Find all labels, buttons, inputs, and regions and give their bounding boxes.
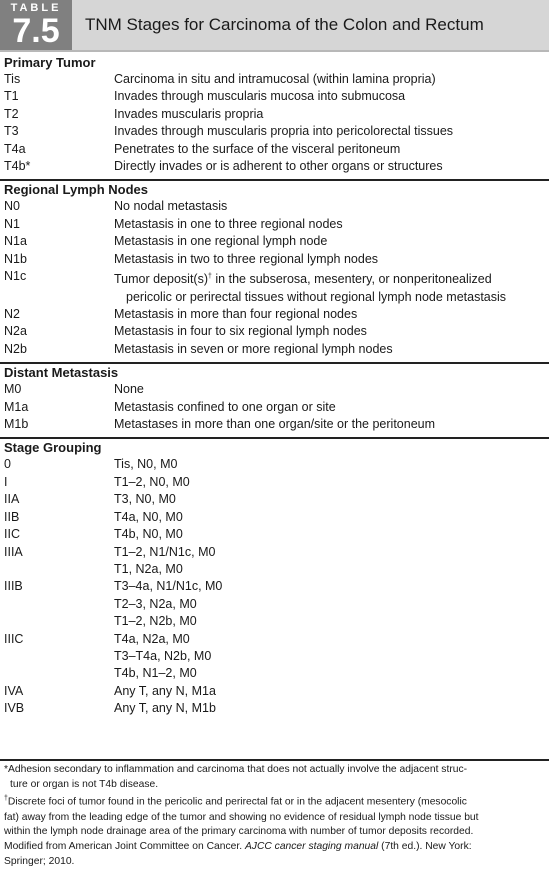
table-row bbox=[0, 613, 549, 630]
row-description: No nodal metastasis bbox=[114, 199, 228, 214]
row-description: Metastasis in one to three regional nodes bbox=[114, 216, 343, 231]
row-description: Metastasis in four to six regional lymph nodes bbox=[114, 324, 367, 339]
row-code bbox=[0, 665, 114, 682]
table-row bbox=[0, 88, 549, 105]
row-description: Any T, any N, M1b bbox=[114, 701, 216, 716]
row-code: Tis bbox=[4, 72, 21, 86]
row-code: N1c bbox=[4, 269, 27, 284]
table-row bbox=[0, 648, 549, 665]
row-code: IVA bbox=[4, 683, 24, 698]
table-row bbox=[0, 700, 549, 717]
table-row bbox=[0, 596, 549, 613]
row-description: T4a, N2a, M0 bbox=[114, 631, 190, 646]
row-description: T3–T4a, N2b, M0 bbox=[114, 648, 212, 663]
row-code: N2b bbox=[4, 341, 27, 356]
row-code: M1b bbox=[4, 417, 29, 432]
footnote-text: *Adhesion secondary to inflammation and carcinoma that does not actually involve the adjacent struc- bbox=[4, 764, 468, 775]
table-header bbox=[0, 0, 549, 52]
row-code: IIA bbox=[4, 492, 20, 507]
dagger-footnote-marker: † bbox=[208, 273, 212, 281]
row-code: N2a bbox=[4, 324, 27, 339]
table-row bbox=[0, 561, 549, 578]
row-description: Directly invades or is adherent to other organs or structures bbox=[114, 159, 443, 174]
table-row bbox=[0, 158, 549, 175]
section-heading-stage-grouping: Stage Grouping bbox=[0, 437, 549, 456]
table-row bbox=[0, 509, 549, 526]
row-code: IIIB bbox=[4, 579, 23, 594]
table-footnotes bbox=[0, 759, 549, 869]
row-description: Invades through muscularis mucosa into submucosa bbox=[114, 89, 406, 104]
row-code: T2 bbox=[4, 106, 19, 121]
row-code: 0 bbox=[4, 457, 11, 472]
row-description: Metastases in more than one organ/site or the peritoneum bbox=[114, 417, 436, 432]
row-code bbox=[0, 561, 114, 578]
table-row bbox=[0, 306, 549, 323]
table-row bbox=[0, 491, 549, 508]
table-row bbox=[0, 474, 549, 491]
row-description: Carcinoma in situ and intramucosal (within lamina propria) bbox=[114, 72, 436, 86]
table-row bbox=[0, 106, 549, 123]
row-description: T2–3, N2a, M0 bbox=[114, 596, 197, 611]
row-code: IIIC bbox=[4, 631, 24, 646]
row-code: T3 bbox=[4, 124, 19, 139]
footnote-text: within the lymph node drainage area of the primary carcinoma with number of tumor deposits recorded. bbox=[4, 826, 474, 838]
row-code bbox=[0, 613, 114, 630]
row-description: T1–2, N2b, M0 bbox=[114, 614, 197, 629]
table-body bbox=[0, 52, 549, 718]
table-row bbox=[0, 123, 549, 140]
table-row bbox=[0, 216, 549, 233]
row-description: T4a, N0, M0 bbox=[114, 509, 183, 524]
table-row bbox=[0, 268, 549, 289]
row-code: N1 bbox=[4, 216, 20, 231]
row-code: M1a bbox=[4, 399, 29, 414]
row-description: Metastasis in more than four regional nodes bbox=[114, 307, 358, 322]
table-row bbox=[0, 578, 549, 595]
row-description: Invades through muscularis propria into pericolorectal tissues bbox=[114, 124, 454, 139]
row-code: T1 bbox=[4, 89, 19, 104]
table-row bbox=[0, 141, 549, 158]
row-description: Invades muscularis propria bbox=[114, 106, 264, 121]
table-row bbox=[0, 544, 549, 561]
row-code: N0 bbox=[4, 199, 20, 214]
source-text: (7th ed.). New York: bbox=[378, 840, 472, 852]
table-label: TABLE bbox=[10, 2, 62, 14]
table-row bbox=[0, 71, 549, 88]
row-code: M0 bbox=[4, 382, 22, 397]
table-row bbox=[0, 526, 549, 543]
row-code: T4a bbox=[4, 141, 26, 156]
table-row bbox=[0, 631, 549, 648]
row-description: T1, N2a, M0 bbox=[114, 561, 183, 576]
section-heading-distant-metastasis: Distant Metastasis bbox=[0, 362, 549, 381]
row-description: Any T, any N, M1a bbox=[114, 683, 216, 698]
row-code: IIB bbox=[4, 509, 20, 524]
table-row bbox=[0, 251, 549, 268]
row-description: Tis, N0, M0 bbox=[114, 457, 178, 472]
table-number-badge bbox=[0, 0, 72, 50]
row-description: T4b, N0, M0 bbox=[114, 527, 183, 542]
row-code bbox=[0, 648, 114, 665]
footnote-source bbox=[4, 840, 545, 869]
section-heading-primary-tumor: Primary Tumor bbox=[4, 55, 96, 70]
row-description: T3–4a, N1/N1c, M0 bbox=[114, 579, 223, 594]
row-description: Metastasis in two to three regional lymph nodes bbox=[114, 251, 379, 266]
row-description: pericolic or perirectal tissues without regional lymph node metastasis bbox=[126, 289, 507, 304]
section-heading-lymph-nodes: Regional Lymph Nodes bbox=[0, 179, 549, 198]
row-description-text: Tumor deposit(s) bbox=[114, 272, 209, 287]
row-code: T4b* bbox=[4, 159, 31, 174]
row-description: T1–2, N1/N1c, M0 bbox=[114, 544, 216, 559]
row-description: T3, N0, M0 bbox=[114, 492, 176, 507]
row-description: Metastasis confined to one organ or site bbox=[114, 399, 336, 414]
row-code: IIC bbox=[4, 527, 20, 542]
table-number: 7.5 bbox=[12, 12, 60, 50]
row-code: IVB bbox=[4, 701, 25, 716]
footnote-text: fat) away from the leading edge of the tumor and showing no evidence of residual lymph node tissue but bbox=[4, 811, 479, 823]
source-text: Modified from American Joint Committee on Cancer. bbox=[4, 840, 245, 852]
footnote-text: ture or organ is not T4b disease. bbox=[10, 778, 159, 790]
row-description bbox=[114, 268, 549, 289]
table-row bbox=[0, 399, 549, 416]
row-description: T1–2, N0, M0 bbox=[114, 474, 190, 489]
footnote-dagger bbox=[4, 792, 545, 840]
table-row bbox=[0, 416, 549, 433]
dagger-footnote-marker: † bbox=[4, 795, 8, 803]
row-code: I bbox=[4, 474, 8, 489]
table-row bbox=[0, 665, 549, 682]
row-code: N2 bbox=[4, 307, 20, 322]
row-description: Penetrates to the surface of the visceral peritoneum bbox=[114, 141, 401, 156]
table-row bbox=[0, 198, 549, 215]
source-text: Springer; 2010. bbox=[4, 855, 75, 867]
table-row bbox=[0, 381, 549, 398]
footnote-star bbox=[4, 763, 545, 792]
row-code: N1b bbox=[4, 251, 27, 266]
row-description: Metastasis in seven or more regional lymph nodes bbox=[114, 341, 393, 356]
table-row bbox=[0, 323, 549, 340]
row-description: None bbox=[114, 382, 144, 397]
table-row bbox=[0, 233, 549, 250]
table-row bbox=[0, 683, 549, 700]
row-description-text: in the subserosa, mesentery, or nonperitonealized bbox=[211, 272, 492, 287]
table-row bbox=[0, 341, 549, 358]
table-title: TNM Stages for Carcinoma of the Colon and Rectum bbox=[85, 15, 484, 34]
row-code: IIIA bbox=[4, 544, 23, 559]
footnote-text: Discrete foci of tumor found in the pericolic and perirectal fat or in the adjacent mesentery (mesocolic bbox=[7, 796, 467, 808]
row-description: Metastasis in one regional lymph node bbox=[114, 234, 328, 249]
row-code bbox=[0, 596, 114, 613]
row-code: N1a bbox=[4, 234, 27, 249]
table-row bbox=[0, 456, 549, 473]
table-row-continuation bbox=[0, 289, 549, 306]
row-description: T4b, N1–2, M0 bbox=[114, 666, 197, 681]
source-title: AJCC cancer staging manual bbox=[244, 840, 379, 852]
